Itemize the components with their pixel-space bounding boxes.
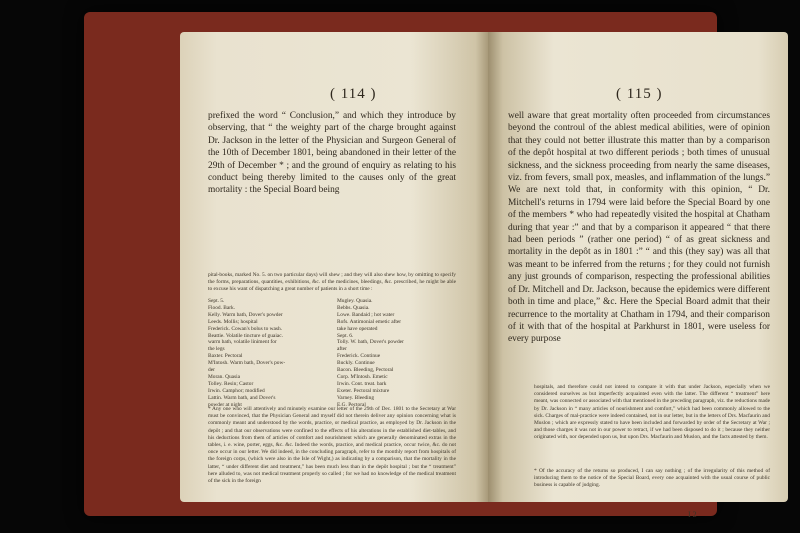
patient-entry: powder at night: [208, 401, 242, 408]
patient-entry: Varney. Bleeding: [337, 394, 375, 401]
patient-entry: Irwin. Camphor; modified: [208, 387, 265, 394]
patient-columns: [208, 298, 456, 409]
left-page: [180, 32, 488, 502]
patient-entry: Tolley. Resin; Castor: [208, 380, 254, 387]
right-page-footnote: * Of the accuracy of the returns so produced, I can say nothing ; of the irregularity of this method of introducing them to the notice of the Special Board, every one acquainted with the usual course of public business is capable of judging.: [534, 468, 770, 489]
patient-entry: warm bath, volatile liniment for: [208, 339, 277, 346]
patient-entry: Tolly. W. bath, Dover's powder: [337, 339, 404, 346]
patient-entry: Flood. Bark.: [208, 304, 236, 311]
patient-entry: Bebbs. Quasia.: [337, 304, 370, 311]
patient-entry: Frederick. Cowan's bolus to wash.: [208, 325, 283, 332]
patient-entry: Sept. 6.: [337, 332, 354, 339]
right-page-footnote-continued: hospitals, and therefore could not intend to compare it with that under Jackson, especially when we considered ourselves as but imperfectly acquainted even with the latter. The different “ treatment” here meant, was connected or associated with that mentioned in the preceding paragraph, viz. the reductions made by Dr. Jackson in “ many articles of nourishment and comfort,” which had been commonly allowed to the sick. Charges of mal-practice were indeed contained, not in our letter, but in the letters of Drs. Macfaurin and Muslon ; which are expressly stated to have been included and forwarded by order of the Secretary at War ; and those charges it was not in our power to retract, if we had been disposed to do it ; because they neither originated with, nor depended upon us, but upon Drs. Macfaurin and Muslon, and the facts attested by them.: [534, 384, 770, 441]
patient-entry: Exeter. Pectoral mixture: [337, 387, 390, 394]
patient-entry: der: [208, 367, 215, 374]
patient-entry: Rofs. Antimonial emetic after: [337, 318, 402, 325]
right-page-number: ( 115 ): [616, 86, 663, 102]
patient-entry: after: [337, 346, 347, 353]
patient-entry: Irwin. Cont. treat. bark: [337, 380, 387, 387]
patient-column-left: [208, 298, 327, 409]
right-page: [488, 32, 788, 519]
patient-entry: E.G. Pectoral: [337, 401, 366, 408]
patient-entry: Moran. Quasia: [208, 373, 241, 380]
left-page-main-text: [208, 110, 456, 230]
patient-entry: Buckly. Continue: [337, 360, 375, 367]
patient-entry: Baxter. Pectoral: [208, 353, 243, 360]
signature-mark: I 2: [688, 510, 697, 519]
patient-entry: Sept. 5.: [208, 298, 225, 304]
patient-entry: Frederick. Continue: [337, 353, 381, 360]
patient-entry: Mugley. Quasia.: [337, 298, 373, 304]
left-page-number: ( 114 ): [330, 86, 377, 102]
patient-entry: take have operated: [337, 325, 378, 332]
patient-column-right: [337, 298, 456, 409]
patient-entry: Beattie. Volatile tincture of guaiac.: [208, 332, 283, 339]
right-main-paragraph: well aware that great mortality often proceeded from circumstances beyond the controul of the ablest medical abilities, were of opinion that they could not better illustrate this matter than by a comparison of the depôt hospital at two different periods ; both times of unusual sickness, and the sickness proceeding from nearly the same diseases, viz. from fevers, small pox, measles, and inflammation of the lungs.” We are next told that, in conformity with this opinion, “ Dr. Mitchell's returns in 1794 were laid before the Special Board by one of the members * who had repeatedly visited the hospital at Chatham during that year :” and that by a comparison it appeared “ that there had been periods ” (rather one period) “ of as great sickness and mortality in the depôt as in 1801 :” “ and this (they say) was all that was meant to be inferred from the returns ; for they could not furnish any just grounds of comparison, respecting the professional abilities of Dr. Mitchell and Dr. Jackson, because the epidemics were different both in time and place,” &c. Here the Special Board admit that their recurrence to the mortality at Chatham in 1794, and their comparison of it with that of the hospital at Parkhurst in 1801, were useless for every purpose: [508, 111, 770, 345]
patient-entry: Lattin. Warm bath, and Dover's: [208, 394, 276, 401]
left-page-footnote: * Any one who will attentively and minutely examine our letter of the 29th of Dec. 1801 to the Secretary at War must be convinced, that the Physician General and myself did not therein deliver any opinion concerning what is commonly meant and understood by the words, practice, or medical practice, as employed by Dr. Jackson in the depôt ; and that our observations were confined to the effects of his alterations in the established diet-tables, and his deductions from them of articles of comfort and nourishment which are generally denominated extras in the tables, i. e. wine, porter, eggs, &c. &c. Indeed the words, practice, and medical practice, occur twice, &c. do not once occur in our letter. We did indeed, in the concluding paragraph, refer to the monthly report from hospitals of the foreign corps, (which were also in the Isle of Wight,) as indicating by a comparison, that the mortality in the latter, “ under different diet and treatment,” has been much less than in the depôt hospital ; but the “ treatment” here alluded to, was not medical treatment properly so called ; for we had no knowledge of the medical treatment of the sick in the foreign: [208, 406, 456, 485]
patient-entry: Bacon. Bleeding, Pectoral: [337, 367, 394, 374]
patient-entry: Leeds. Mollis; hospital: [208, 318, 258, 325]
patient-entry: the legs: [208, 346, 225, 353]
book: [84, 12, 770, 519]
left-page-intro-note: pital-books, marked No. 5. on two particular days) will shew ; and they will also shew how, by omitting to specify the forms, preparations, quantities, exhibitions, &c. of the medicines, bleedings, &c. prescribed, he might be able to excuse his want of dispatching a great number of patients in a short time :: [208, 272, 456, 293]
right-page-main-text: [508, 110, 770, 354]
patient-entry: M'Intosh. Warm bath, Dover's pow-: [208, 360, 286, 367]
patient-entry: Lowe. Bandaid ; hot water: [337, 311, 395, 318]
left-main-paragraph: prefixed the word “ Conclusion,” and which they introduce by observing, that “ the weighty part of the charge brought against Dr. Jackson in the letter of the Physician and Surgeon General of the 10th of December 1801, being abandoned in their letter of the 29th of December * ; and the ground of enquiry as relating to his conduct being thereby limited to the causes only of the great mortality : the Special Board being: [208, 111, 456, 196]
patient-entry: Corp. M'Intosh. Emetic: [337, 373, 388, 380]
patient-entry: Kelly. Warm bath, Dover's powder: [208, 311, 283, 318]
